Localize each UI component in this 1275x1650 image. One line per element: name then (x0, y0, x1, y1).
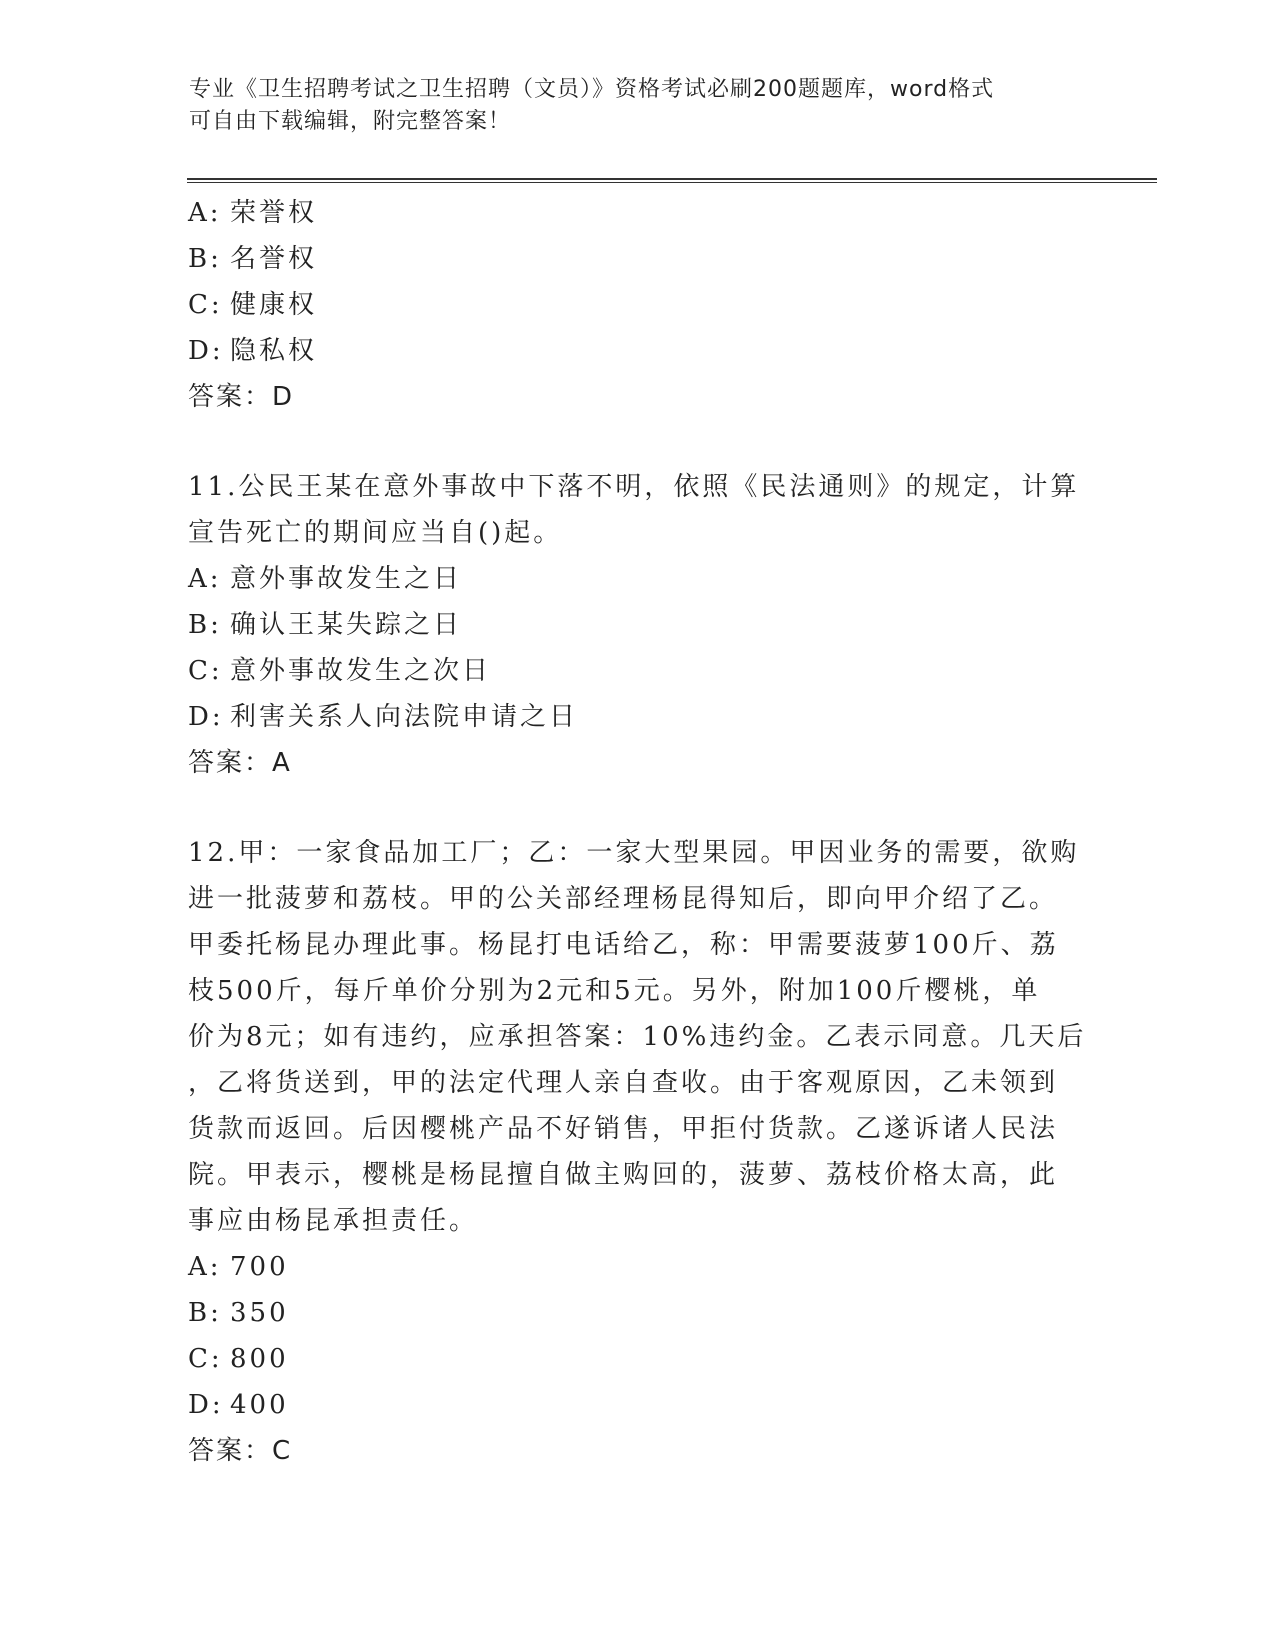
question-line: 进一批菠萝和荔枝。甲的公关部经理杨昆得知后，即向甲介绍了乙。 (188, 884, 1059, 914)
header-line-1: 专业《卫生招聘考试之卫生招聘（文员）》资格考试必刷200题题库，word格式 (189, 77, 995, 102)
document-body (188, 190, 1088, 1474)
option-c: C: 800 (188, 1344, 289, 1374)
question-text (188, 464, 1088, 556)
option-c: C: 意外事故发生之次日 (188, 656, 492, 686)
option-a: A: 荣誉权 (188, 198, 318, 228)
option-b: B: 名誉权 (188, 244, 318, 274)
question-line: 12.甲：一家食品加工厂；乙：一家大型果园。甲因业务的需要，欲购 (188, 838, 1080, 868)
option-a: A: 700 (188, 1252, 289, 1282)
spacer (188, 420, 1088, 464)
document-header (189, 74, 1069, 138)
question-text (188, 830, 1088, 1244)
answer: 答案：D (188, 382, 295, 412)
header-divider (187, 178, 1157, 183)
question-12 (188, 830, 1088, 1474)
question-line: 价为8元；如有违约，应承担答案：10%违约金。乙表示同意。几天后 (188, 1022, 1087, 1052)
option-d: D: 利害关系人向法院申请之日 (188, 702, 579, 732)
spacer (188, 786, 1088, 830)
question-line: 货款而返回。后因樱桃产品不好销售，甲拒付货款。乙遂诉诸人民法 (188, 1114, 1059, 1144)
question-10 (188, 190, 1088, 420)
answer: 答案：C (188, 1436, 293, 1466)
question-line: 11.公民王某在意外事故中下落不明，依照《民法通则》的规定，计算 (188, 472, 1080, 502)
answer: 答案：A (188, 748, 292, 778)
question-line: 宣告死亡的期间应当自()起。 (188, 518, 563, 548)
option-c: C: 健康权 (188, 290, 318, 320)
option-a: A: 意外事故发生之日 (188, 564, 463, 594)
option-b: B: 确认王某失踪之日 (188, 610, 463, 640)
question-line: 事应由杨昆承担责任。 (188, 1206, 479, 1236)
option-b: B: 350 (188, 1298, 289, 1328)
question-11 (188, 464, 1088, 786)
option-d: D: 隐私权 (188, 336, 318, 366)
option-d: D: 400 (188, 1390, 289, 1420)
question-line: 甲委托杨昆办理此事。杨昆打电话给乙，称：甲需要菠萝100斤、荔 (188, 930, 1059, 960)
question-line: ，乙将货送到，甲的法定代理人亲自查收。由于客观原因，乙未领到 (188, 1068, 1059, 1098)
question-line: 院。甲表示，樱桃是杨昆擅自做主购回的，菠萝、荔枝价格太高，此 (188, 1160, 1059, 1190)
header-line-2: 可自由下载编辑，附完整答案！ (189, 109, 512, 134)
question-line: 枝500斤，每斤单价分别为2元和5元。另外，附加100斤樱桃，单 (188, 976, 1041, 1006)
